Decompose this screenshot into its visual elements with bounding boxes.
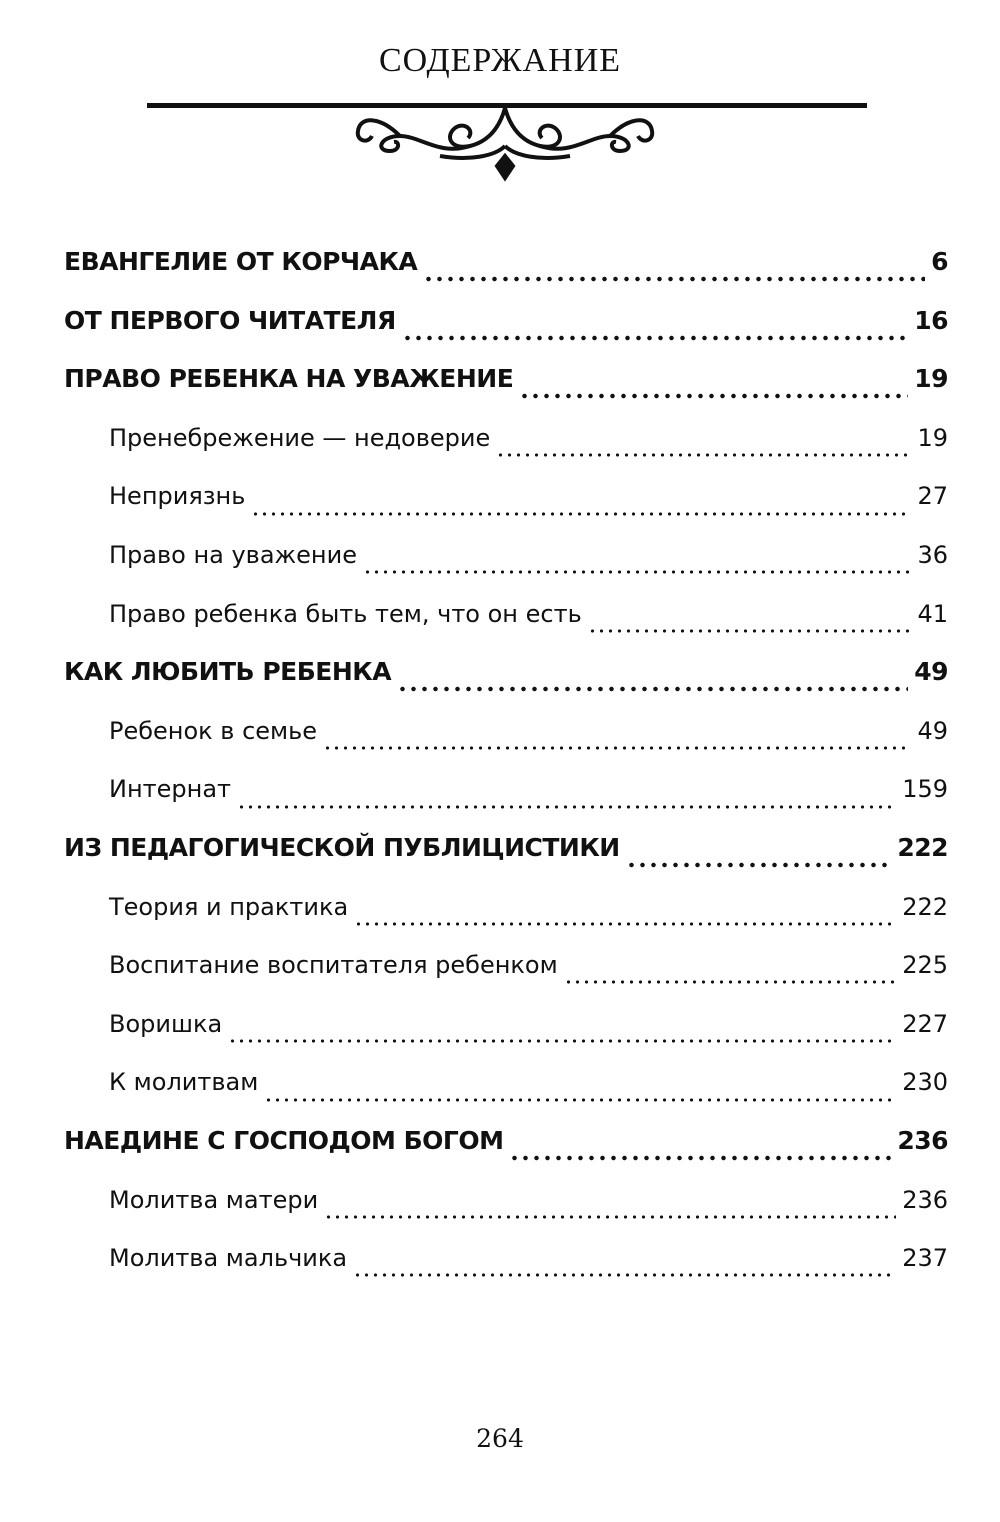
toc-entry-page: 236 bbox=[897, 1125, 948, 1155]
toc-entry-page: 16 bbox=[914, 305, 948, 335]
toc-subsection[interactable] bbox=[64, 416, 948, 475]
toc-subsection[interactable] bbox=[64, 592, 948, 651]
toc-entry-page: 36 bbox=[917, 540, 948, 569]
toc-entry-page: 225 bbox=[902, 951, 948, 980]
toc-entry-page: 222 bbox=[897, 832, 948, 862]
toc-entry-page: 6 bbox=[931, 247, 948, 276]
toc-entry-page: 27 bbox=[917, 482, 948, 511]
toc-section[interactable] bbox=[64, 240, 948, 299]
toc-entry-page: 230 bbox=[902, 1068, 948, 1097]
dot-leader bbox=[264, 1097, 896, 1103]
toc-entry-page: 19 bbox=[917, 423, 948, 452]
toc-entry-title: Право ребенка быть тем, что он есть bbox=[109, 599, 582, 628]
toc-section[interactable] bbox=[64, 826, 948, 885]
toc-entry-page: 49 bbox=[914, 657, 948, 687]
table-of-contents bbox=[64, 240, 948, 1295]
toc-entry-title: КАК ЛЮБИТЬ РЕБЕНКА bbox=[64, 657, 392, 687]
dot-leader bbox=[363, 569, 911, 575]
toc-entry-title: Теория и практика bbox=[109, 892, 349, 921]
toc-entry-page: 19 bbox=[914, 364, 948, 394]
toc-subsection[interactable] bbox=[64, 885, 948, 944]
dot-leader bbox=[423, 276, 925, 282]
toc-entry-title: Воришка bbox=[109, 1009, 223, 1038]
dot-leader bbox=[324, 1214, 896, 1220]
dot-leader bbox=[251, 511, 911, 517]
toc-subsection[interactable] bbox=[64, 1060, 948, 1119]
page-title: СОДЕРЖАНИЕ bbox=[378, 42, 622, 79]
toc-entry-page: 222 bbox=[902, 892, 948, 921]
toc-subsection[interactable] bbox=[64, 1002, 948, 1061]
toc-subsection[interactable] bbox=[64, 533, 948, 592]
toc-entry-title: Неприязнь bbox=[109, 482, 246, 511]
toc-subsection[interactable] bbox=[64, 1178, 948, 1237]
toc-entry-title: Ребенок в семье bbox=[109, 716, 318, 745]
toc-entry-title: К молитвам bbox=[109, 1068, 259, 1097]
toc-entry-page: 41 bbox=[917, 599, 948, 628]
dot-leader bbox=[402, 335, 909, 341]
dot-leader bbox=[588, 628, 912, 634]
toc-entry-title: ИЗ ПЕДАГОГИЧЕСКОЙ ПУБЛИЦИСТИКИ bbox=[64, 832, 620, 862]
dot-leader bbox=[509, 1155, 891, 1161]
dot-leader bbox=[397, 686, 908, 692]
toc-entry-page: 236 bbox=[902, 1185, 948, 1214]
toc-entry-title: Молитва мальчика bbox=[109, 1244, 348, 1273]
toc-subsection[interactable] bbox=[64, 943, 948, 1002]
toc-entry-title: Воспитание воспитателя ребенком bbox=[109, 951, 558, 980]
dot-leader bbox=[228, 1038, 896, 1044]
toc-entry-title: Интернат bbox=[109, 775, 232, 804]
dot-leader bbox=[626, 862, 892, 868]
toc-entry-page: 227 bbox=[902, 1009, 948, 1038]
toc-section[interactable] bbox=[64, 357, 948, 416]
dot-leader bbox=[323, 745, 911, 751]
dot-leader bbox=[237, 804, 896, 810]
toc-entry-page: 159 bbox=[902, 775, 948, 804]
toc-section[interactable] bbox=[64, 299, 948, 358]
toc-subsection[interactable] bbox=[64, 767, 948, 826]
dot-leader bbox=[564, 979, 896, 985]
toc-entry-title: Пренебрежение — недоверие bbox=[109, 423, 491, 452]
dot-leader bbox=[354, 921, 896, 927]
dot-leader bbox=[353, 1272, 896, 1278]
toc-subsection[interactable] bbox=[64, 1236, 948, 1295]
toc-entry-title: Право на уважение bbox=[109, 540, 357, 569]
toc-section[interactable] bbox=[64, 650, 948, 709]
ornament-icon bbox=[350, 106, 660, 182]
toc-entry-title: ЕВАНГЕЛИЕ ОТ КОРЧАКА bbox=[64, 247, 418, 276]
toc-subsection[interactable] bbox=[64, 709, 948, 768]
toc-entry-title: ПРАВО РЕБЕНКА НА УВАЖЕНИЕ bbox=[64, 364, 514, 394]
toc-entry-title: ОТ ПЕРВОГО ЧИТАТЕЛЯ bbox=[64, 305, 396, 335]
toc-subsection[interactable] bbox=[64, 474, 948, 533]
page-number: 264 bbox=[476, 1424, 524, 1453]
dot-leader bbox=[519, 393, 908, 399]
toc-entry-title: НАЕДИНЕ С ГОСПОДОМ БОГОМ bbox=[64, 1125, 504, 1155]
toc-section[interactable] bbox=[64, 1119, 948, 1178]
toc-entry-page: 49 bbox=[917, 716, 948, 745]
toc-entry-page: 237 bbox=[902, 1244, 948, 1273]
dot-leader bbox=[496, 452, 911, 458]
toc-entry-title: Молитва матери bbox=[109, 1185, 319, 1214]
